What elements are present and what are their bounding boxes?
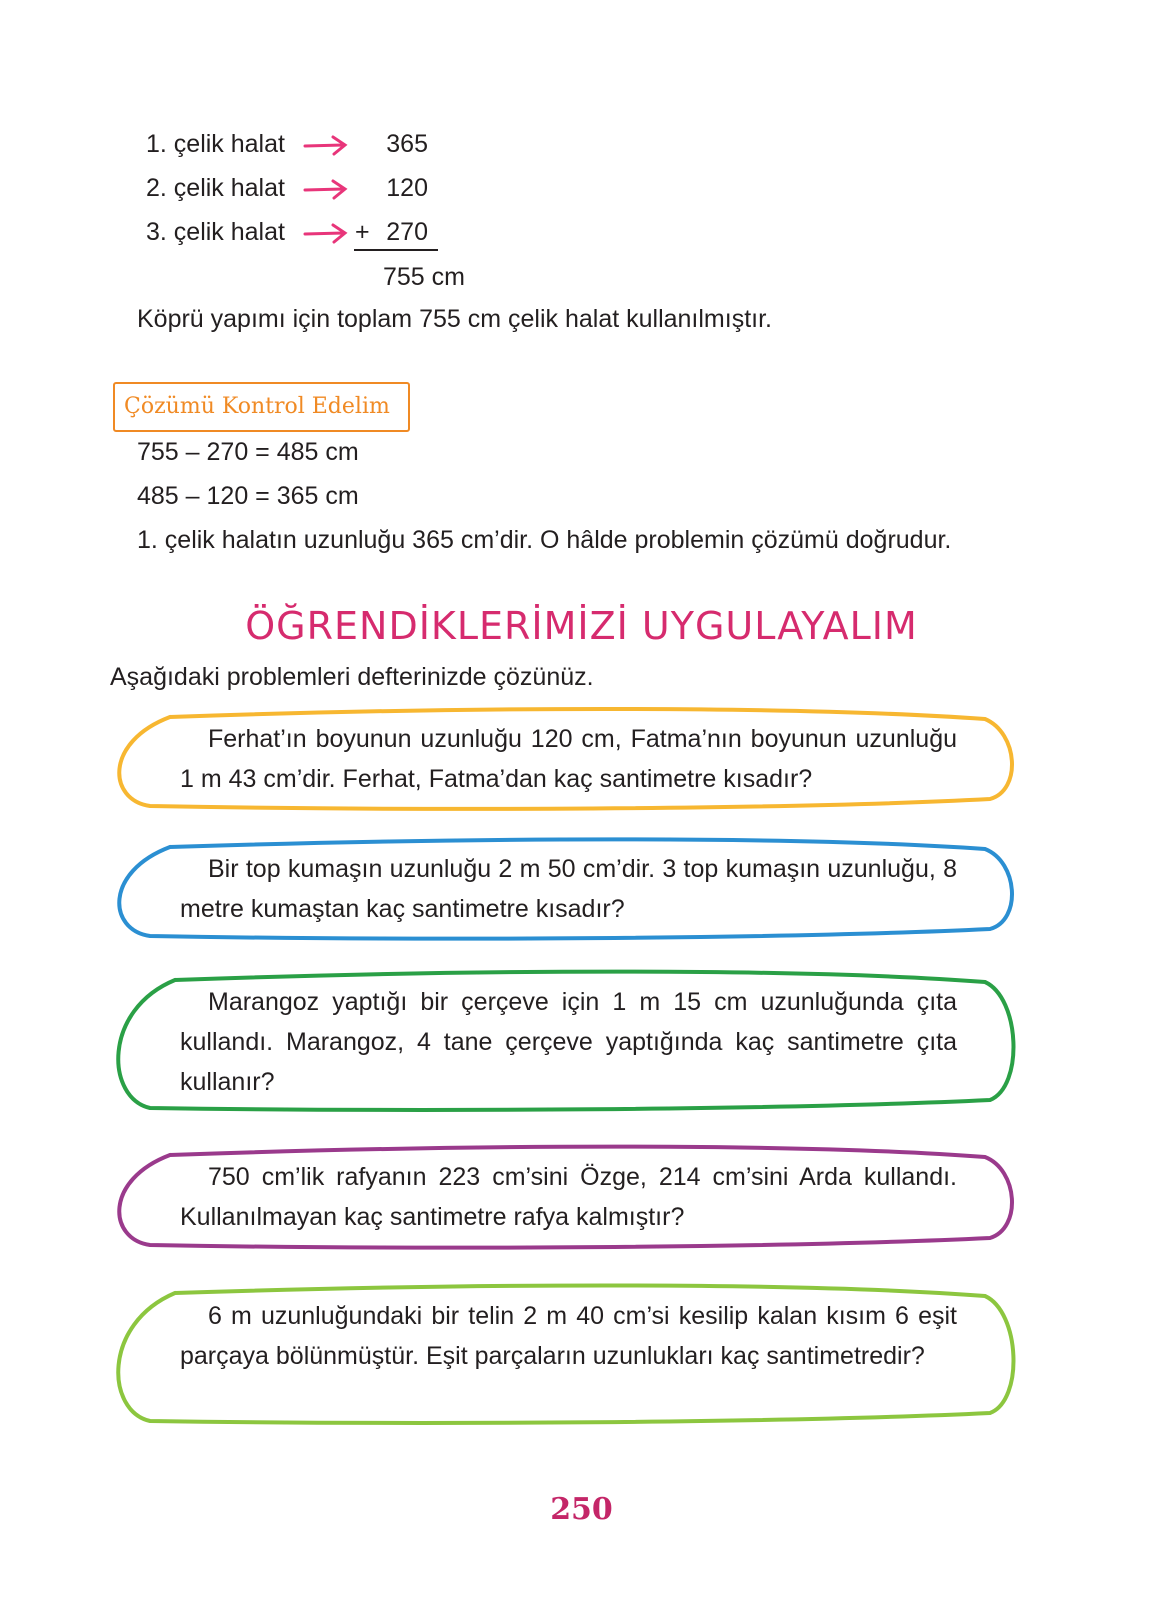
problem-3-text: Marangoz yaptığı bir çerçeve için 1 m 15 cm uzunluğunda çıta kullandı. Marangoz, 4 tane çerçeve yaptığında kaç santimetre çıta kullanır? bbox=[180, 988, 957, 1096]
row-3-value: 270 bbox=[386, 218, 428, 246]
check-line-3: 1. çelik halatın uzunluğu 365 cm’dir. O hâlde problemin çözümü doğrudur. bbox=[137, 526, 952, 554]
instruction: Aşağıdaki problemleri defterinizde çözünüz. bbox=[110, 663, 594, 691]
check-line-1: 755 – 270 = 485 cm bbox=[137, 438, 359, 466]
plus-sign: + bbox=[355, 218, 370, 246]
conclusion: Köprü yapımı için toplam 755 cm çelik halat kullanılmıştır. bbox=[137, 305, 772, 333]
check-badge: Çözümü Kontrol Edelim bbox=[113, 382, 410, 432]
problem-4-text: 750 cm’lik rafyanın 223 cm’sini Özge, 214 cm’sini Arda kullandı. Kullanılmayan kaç santimetre rafya kalmıştır? bbox=[180, 1163, 957, 1231]
row-2-label: 2. çelik halat bbox=[146, 174, 285, 202]
sum-total: 755 cm bbox=[383, 263, 465, 291]
row-1-value: 365 bbox=[386, 130, 428, 158]
check-line-2: 485 – 120 = 365 cm bbox=[137, 482, 359, 510]
row-3-label: 3. çelik halat bbox=[146, 218, 285, 246]
page-number: 250 bbox=[550, 1492, 613, 1527]
row-1-label: 1. çelik halat bbox=[146, 130, 285, 158]
problem-5-text: 6 m uzunluğundaki bir telin 2 m 40 cm’si kesilip kalan kısım 6 eşit parçaya bölünmüştür. Eşit parçaların uzunlukları kaç santimetredir? bbox=[180, 1302, 957, 1370]
row-2-value: 120 bbox=[386, 174, 428, 202]
problem-2-text: Bir top kumaşın uzunluğu 2 m 50 cm’dir. 3 top kumaşın uzunluğu, 8 metre kumaştan kaç santimetre kısadır? bbox=[180, 855, 957, 923]
section-title: ÖĞRENDİKLERİMİZİ UYGULAYALIM bbox=[245, 604, 918, 648]
problem-1-text: Ferhat’ın boyunun uzunluğu 120 cm, Fatma’nın boyunun uzunluğu 1 m 43 cm’dir. Ferhat, Fatma’dan kaç santimetre kısadır? bbox=[180, 725, 957, 793]
